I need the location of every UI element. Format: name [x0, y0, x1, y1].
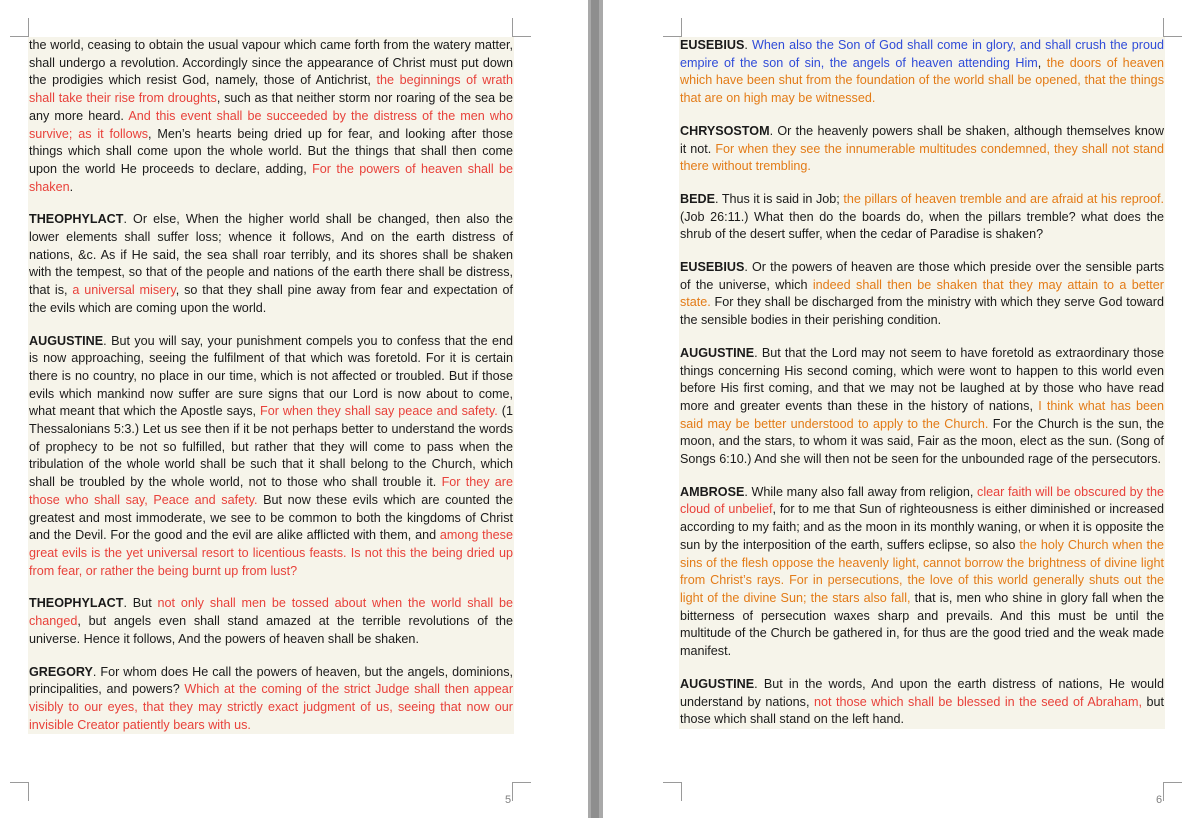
- commentary-paragraph: [680, 37, 1164, 108]
- text-span: , so that they shall pine away from fear and expectation of the evils which are coming upon the world.: [29, 283, 513, 315]
- highlighted-text-span: not only shall men be tossed about when the world shall be changed: [29, 596, 513, 629]
- crop-mark-bottom-right: [512, 782, 531, 801]
- author-name: AUGUSTINE: [680, 676, 755, 691]
- text-span: For they shall be discharged from the ministry with which they serve God toward the sensible bodies in their perishing condition.: [680, 295, 1164, 328]
- author-name: CHRYSOSTOM: [680, 123, 770, 138]
- text-span: . Or the powers of heaven are those which preside over the sensible parts of the universe, which: [680, 260, 1164, 292]
- commentary-paragraph: [29, 211, 513, 317]
- author-name: THEOPHYLACT: [29, 596, 124, 611]
- commentary-paragraph: [29, 37, 513, 196]
- text-span: ,: [1037, 55, 1047, 70]
- author-name: AMBROSE: [680, 484, 745, 499]
- crop-mark-bottom-right: [1163, 782, 1182, 801]
- highlighted-text-span: For they are those who shall say, Peace and safety.: [29, 475, 513, 507]
- text-span: . But: [123, 596, 158, 611]
- text-span: the world, ceasing to obtain the usual vapour which came forth from the watery matter, shall undergo a revolution. Accordingly since the appearance of Christ must put down the prodigies which resist God, namely, those of Antichrist,: [29, 38, 513, 88]
- text-span: , such as that neither storm nor roaring of the sea be any more heard.: [29, 91, 513, 123]
- crop-mark-top-left: [10, 18, 29, 37]
- text-span: . But you will say, your punishment compels you to confess that the end is now approaching, seeing the fulfilment of that which was foretold. For it is certain there is no country, no place in our time, which is not affected or troubled. But if those evils which mankind now suffer are sure signs that our Lord is now about to come, what meant that which the Apostle says,: [29, 333, 513, 419]
- highlighted-text-span: Which at the coming of the strict Judge shall then appear visibly to our eyes, that they may strictly exact judgment of us, seeing that now our invisible Creator patiently bears with us.: [29, 682, 514, 732]
- author-name: EUSEBIUS: [680, 38, 745, 52]
- highlighted-text-span: the doors of heaven which have been shut from the foundation of the world shall be opened, that the things that are on high may be witnessed.: [680, 55, 1165, 106]
- text-span: , but angels even shall stand amazed at the terrible revolutions of the universe. Hence it follows, And the powers of heaven shall be shaken.: [29, 614, 513, 646]
- page-body-text[interactable]: [679, 37, 1165, 729]
- highlighted-text-span: the holy Church when the sins of the flesh oppose the heavenly light, cannot borrow the brightness of divine light from Christ’s rays.: [680, 537, 1164, 588]
- text-span: , Men’s hearts being dried up for fear, and looking after those things which shall come upon the whole world. But the things that shall then come upon the world He proceeds to declare, adding,: [29, 126, 514, 176]
- commentary-paragraph: [680, 676, 1164, 729]
- text-span: For the Church is the sun, the moon, and the stars, to whom it was said, Fair as the moon, elect as the sun. (Song of Songs 6:10.) And she will then not be seen for the unbounded rage of the persecutors.: [680, 416, 1164, 467]
- page-number: 6: [1156, 794, 1163, 806]
- text-span: . Thus it is said in Job;: [715, 191, 844, 206]
- text-span: . For whom does He call the powers of heaven, but the angels, dominions, principalities, and powers?: [29, 664, 513, 697]
- commentary-paragraph: [680, 191, 1164, 244]
- highlighted-text-span: a universal misery: [72, 283, 176, 298]
- crop-mark-top-left: [663, 18, 682, 37]
- text-span: . Or the heavenly powers shall be shaken, although themselves know it not.: [680, 123, 1164, 156]
- highlighted-text-span: indeed shall then be shaken that they may attain to a better state.: [680, 277, 1164, 310]
- crop-mark-top-right: [1163, 18, 1182, 37]
- commentary-paragraph: [680, 123, 1164, 176]
- highlighted-text-span: not those which shall be blessed in the seed of Abraham,: [813, 694, 1142, 709]
- crop-mark-bottom-left: [663, 782, 682, 801]
- text-span: . While many also fall away from religion,: [744, 484, 978, 499]
- commentary-paragraph: [680, 345, 1164, 469]
- highlighted-text-span: And this event shall be succeeded by the distress of the men who survive; as it follows: [29, 108, 513, 141]
- text-span: .: [744, 38, 753, 52]
- page-body-text[interactable]: [28, 37, 514, 734]
- text-span: that is, men who shine in glory fall when the bitterness of persecution waxes sharp and prevails. And this must be until the multitude of the Church be gathered in, for thus are the good tried and the weak made manifest.: [680, 590, 1164, 659]
- crop-mark-top-right: [512, 18, 531, 37]
- highlighted-text-span: When also the Son of God shall come in glory, and shall crush the proud empire of the son of sin, the angels of heaven attending Him: [680, 38, 1164, 70]
- highlighted-text-span: For when they shall say peace and safety.: [260, 404, 498, 419]
- text-span: (Job 26:11.) What then do the boards do, when the pillars tremble? what does the shrub of the desert suffer, when the cedar of Paradise is shaken?: [680, 209, 1164, 242]
- page-number: 5: [505, 794, 512, 806]
- highlighted-text-span: For the powers of heaven shall be shaken: [29, 161, 513, 194]
- highlighted-text-span: For in persecutions, the love of this world generally shuts out the light of the divine Sun; the stars also fall,: [680, 573, 1164, 605]
- highlighted-text-span: I think what has been said may be better understood to apply to the Church.: [680, 398, 1164, 431]
- text-span: but those which shall stand on the left hand.: [680, 694, 1164, 727]
- author-name: GREGORY: [29, 664, 93, 679]
- text-span: . But in the words, And upon the earth distress of nations, He would understand by nations,: [680, 676, 1164, 709]
- document-page-left: [0, 0, 588, 818]
- highlighted-text-span: For when they see the innumerable multitudes condemned, they shall not stand there without trembling.: [680, 141, 1164, 174]
- author-name: BEDE: [680, 191, 715, 206]
- author-name: AUGUSTINE: [29, 333, 104, 348]
- page-gutter-shadow: [591, 0, 599, 818]
- commentary-paragraph: [29, 664, 513, 735]
- commentary-paragraph: [29, 595, 513, 648]
- crop-mark-bottom-left: [10, 782, 29, 801]
- author-name: EUSEBIUS: [680, 260, 745, 275]
- text-span: . Or else, When the higher world shall be changed, then also the lower elements shall suffer loss; whence it follows, And on the earth distress of nations, &c. As if He said, the sea shall roar terribly, and its shores shall be shaken with the tempest, so that of the people and nations of the earth there shall be distress, that is,: [29, 212, 513, 298]
- commentary-paragraph: [680, 259, 1164, 330]
- text-span: , for to me that Sun of righteousness is either diminished or increased according to my faith; and as the moon in its monthly waning, or when it is opposite the sun by the interposition of the earth, suffers eclipse, so also: [680, 502, 1164, 552]
- text-span: . But that the Lord may not seem to have foretold as extraordinary those things concerning His second coming, which were wont to happen to this world even before His first coming, and that we may not be laughed at by those who have read more and greater events than these in the history of nations,: [680, 345, 1164, 413]
- highlighted-text-span: clear faith will be obscured by the cloud of unbelief: [680, 484, 1164, 517]
- author-name: THEOPHYLACT: [29, 212, 124, 227]
- highlighted-text-span: the pillars of heaven tremble and are afraid at his reproof.: [843, 191, 1164, 206]
- text-span: (1 Thessalonians 5:3.) Let us see then if it be not perhaps better to understand the words of prophecy to be not so fulfilled, but rather that they will come to pass when the tribulation of the whole world shall be such that it shall belong to the Church, which shall be troubled by the whole world, not to those who shall trouble it.: [29, 404, 513, 490]
- text-span: .: [69, 179, 74, 194]
- author-name: AUGUSTINE: [680, 345, 755, 360]
- text-span: But now these evils which are counted the greatest and most immoderate, we see to be common to both the kingdoms of Christ and the Devil. For the good and the evil are alike afflicted with them, and: [29, 492, 513, 543]
- commentary-paragraph: [680, 484, 1164, 661]
- highlighted-text-span: the beginnings of wrath shall take their rise from droughts: [29, 73, 513, 106]
- commentary-paragraph: [29, 333, 513, 581]
- highlighted-text-span: among these great evils is the yet universal resort to licentious feasts. Is not this the being dried up from fear, or rather the being burnt up from lust?: [29, 528, 513, 578]
